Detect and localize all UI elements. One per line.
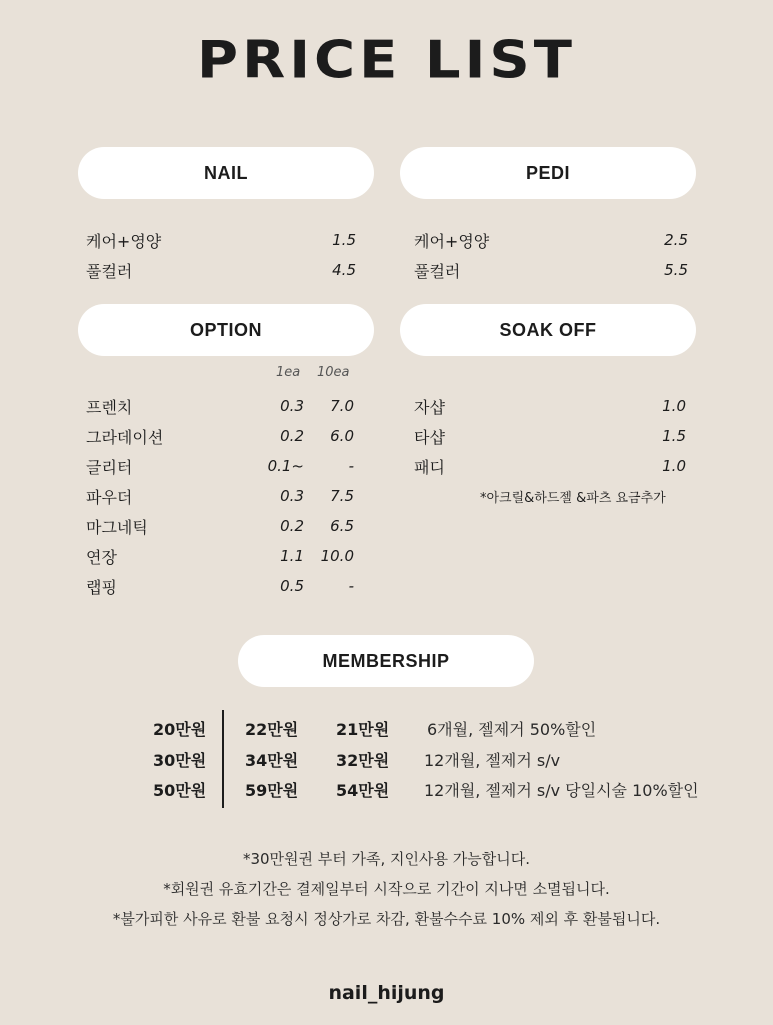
option-item-name: 프렌치 <box>86 397 133 417</box>
option-item-price-10ea: 7.0 <box>330 397 354 415</box>
option-item <box>86 485 356 507</box>
nail-item-name: 풀컬러 <box>86 261 133 281</box>
membership-value: 59만원 <box>245 780 299 800</box>
nail-section-header: NAIL <box>78 147 374 199</box>
nail-item-price: 1.5 <box>332 231 356 249</box>
option-item-price-1ea: 0.3 <box>280 397 304 415</box>
soakoff-item <box>414 425 686 447</box>
instagram-handle: nail_hijung <box>328 982 445 1004</box>
membership-row <box>0 716 773 740</box>
pedi-item-name: 케어+영양 <box>414 231 490 251</box>
soakoff-item-name: 타샵 <box>414 427 445 447</box>
option-item-price-10ea: 6.5 <box>330 517 354 535</box>
option-item-name: 그라데이션 <box>86 427 164 447</box>
option-item <box>86 545 356 567</box>
option-item-price-1ea: 1.1 <box>280 547 304 565</box>
footnote: *30만원권 부터 가족, 지인사용 가능합니다. <box>242 850 531 868</box>
membership-value: 22만원 <box>245 719 299 739</box>
membership-pedi: 21만원 <box>336 719 390 739</box>
membership-row <box>0 747 773 771</box>
option-item-price-1ea: 0.1~ <box>267 457 304 475</box>
pedi-section-header: PEDI <box>400 147 696 199</box>
option-item <box>86 515 356 537</box>
membership-desc: 12개월, 젤제거 s/v 당일시술 10%할인 <box>424 780 699 800</box>
nail-item-name: 케어+영양 <box>86 231 162 251</box>
membership-pay: 20만원 <box>153 719 207 739</box>
option-item-price-1ea: 0.2 <box>280 517 304 535</box>
soakoff-item-name: 패디 <box>414 457 445 477</box>
membership-desc: 12개월, 젤제거 s/v <box>424 750 561 770</box>
option-col-1ea: 1ea <box>276 365 301 380</box>
soakoff-item <box>414 395 686 417</box>
option-item-name: 글리터 <box>86 457 133 477</box>
option-section-header: OPTION <box>78 304 374 356</box>
option-item <box>86 575 356 597</box>
option-item-name: 마그네틱 <box>86 517 148 537</box>
option-item <box>86 395 356 417</box>
membership-pedi: 54만원 <box>336 780 390 800</box>
membership-desc: 6개월, 젤제거 50%할인 <box>427 719 597 739</box>
option-item-price-1ea: 0.2 <box>280 427 304 445</box>
pedi-item-price: 2.5 <box>664 231 688 249</box>
nail-item <box>86 229 356 251</box>
option-item <box>86 455 356 477</box>
soakoff-section-header: SOAK OFF <box>400 304 696 356</box>
footnote: *불가피한 사유로 환불 요청시 정상가로 차감, 환불수수료 10% 제외 후 환불됩니다. <box>112 910 661 928</box>
option-item-price-10ea: - <box>348 457 354 475</box>
membership-pay: 30만원 <box>153 750 207 770</box>
soakoff-item-name: 자샵 <box>414 397 445 417</box>
soakoff-item-price: 1.5 <box>662 427 686 445</box>
option-item-price-10ea: 6.0 <box>330 427 354 445</box>
membership-value: 34만원 <box>245 750 299 770</box>
option-item <box>86 425 356 447</box>
page-title: PRICE LIST <box>197 30 576 91</box>
option-item-price-10ea: - <box>348 577 354 595</box>
pedi-item <box>414 229 688 251</box>
pedi-item <box>414 259 688 281</box>
membership-section-header: MEMBERSHIP <box>238 635 534 687</box>
option-item-name: 랩핑 <box>86 577 117 597</box>
pedi-item-name: 풀컬러 <box>414 261 461 281</box>
membership-pay: 50만원 <box>153 780 207 800</box>
footnote: *회원권 유효기간은 결제일부터 시작으로 기간이 지나면 소멸됩니다. <box>163 880 610 898</box>
option-item-name: 파우더 <box>86 487 133 507</box>
membership-row <box>0 777 773 801</box>
nail-item <box>86 259 356 281</box>
pedi-item-price: 5.5 <box>664 261 688 279</box>
option-item-name: 연장 <box>86 547 117 567</box>
soakoff-item <box>414 455 686 477</box>
soakoff-item-price: 1.0 <box>662 397 686 415</box>
option-item-price-1ea: 0.5 <box>280 577 304 595</box>
option-col-10ea: 10ea <box>317 365 350 380</box>
option-item-price-10ea: 7.5 <box>330 487 354 505</box>
option-item-price-10ea: 10.0 <box>320 547 354 565</box>
soakoff-item-price: 1.0 <box>662 457 686 475</box>
membership-pedi: 32만원 <box>336 750 390 770</box>
soakoff-note: *아크릴&하드젤 &파츠 요금추가 <box>480 491 666 506</box>
option-item-price-1ea: 0.3 <box>280 487 304 505</box>
nail-item-price: 4.5 <box>332 261 356 279</box>
